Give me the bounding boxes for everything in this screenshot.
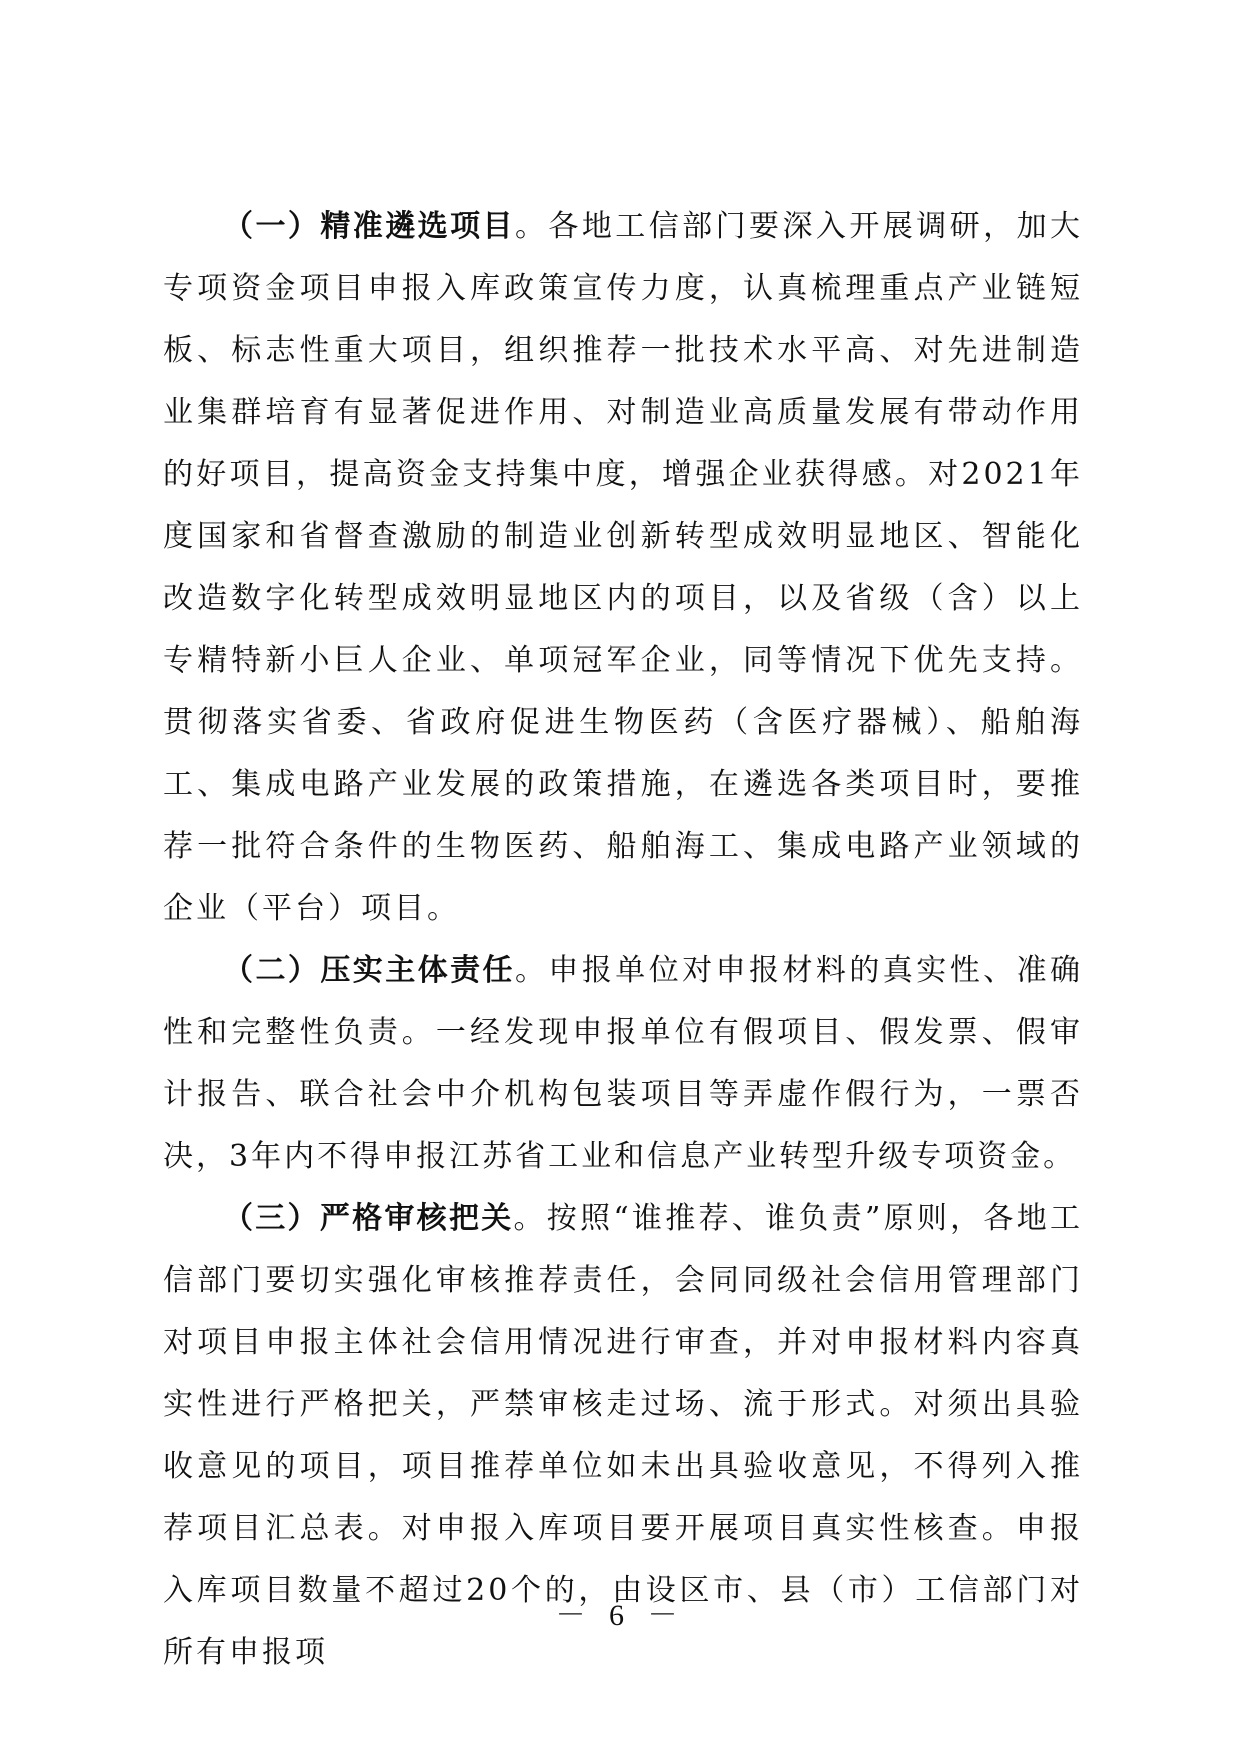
paragraph-1-text: 。各地工信部门要深入开展调研，加大专项资金项目申报入库政策宣传力度，认真梳理重点产业链短板、标志性重大项目，组织推荐一批技术水平高、对先进制造业集群培育有显著促进作用、对制造业高质量发展有带动作用的好项目，提高资金支持集中度，增强企业获得感。对2021年度国家和省督查激励的制造业创新转型成效明显地区、智能化改造数字化转型成效明显地区内的项目，以及省级（含）以上专精特新小巨人企业、单项冠军企业，同等情况下优先支持。贯彻落实省委、省政府促进生物医药（含医疗器械）、船舶海工、集成电路产业发展的政策措施，在遴选各类项目时，要推荐一批符合条件的生物医药、船舶海工、集成电路产业领域的企业（平台）项目。 — [163, 209, 1084, 926]
paragraph-2-heading: （二）压实主体责任 — [223, 953, 515, 988]
paragraph-2 — [163, 940, 1083, 1188]
paragraph-3-heading: （三）严格审核把关 — [223, 1201, 514, 1236]
document-body — [163, 196, 1083, 1684]
paragraph-2-text: 。申报单位对申报材料的真实性、准确性和完整性负责。一经发现申报单位有假项目、假发票、假审计报告、联合社会中介机构包装项目等弄虚作假行为，一票否决，3年内不得申报江苏省工业和信息产业转型升级专项资金。 — [163, 953, 1084, 1174]
page-number: － 6 － — [555, 1599, 686, 1632]
paragraph-3-text: 。按照“谁推荐、谁负责”原则，各地工信部门要切实强化审核推荐责任，会同同级社会信用管理部门对项目申报主体社会信用情况进行审查，并对申报材料内容真实性进行严格把关，严禁审核走过场、流于形式。对须出具验收意见的项目，项目推荐单位如未出具验收意见，不得列入推荐项目汇总表。对申报入库项目要开展项目真实性核查。申报入库项目数量不超过20个的，由设区市、县（市）工信部门对所有申报项 — [163, 1201, 1083, 1670]
paragraph-1 — [163, 196, 1083, 940]
paragraph-1-heading: （一）精准遴选项目 — [223, 209, 515, 244]
